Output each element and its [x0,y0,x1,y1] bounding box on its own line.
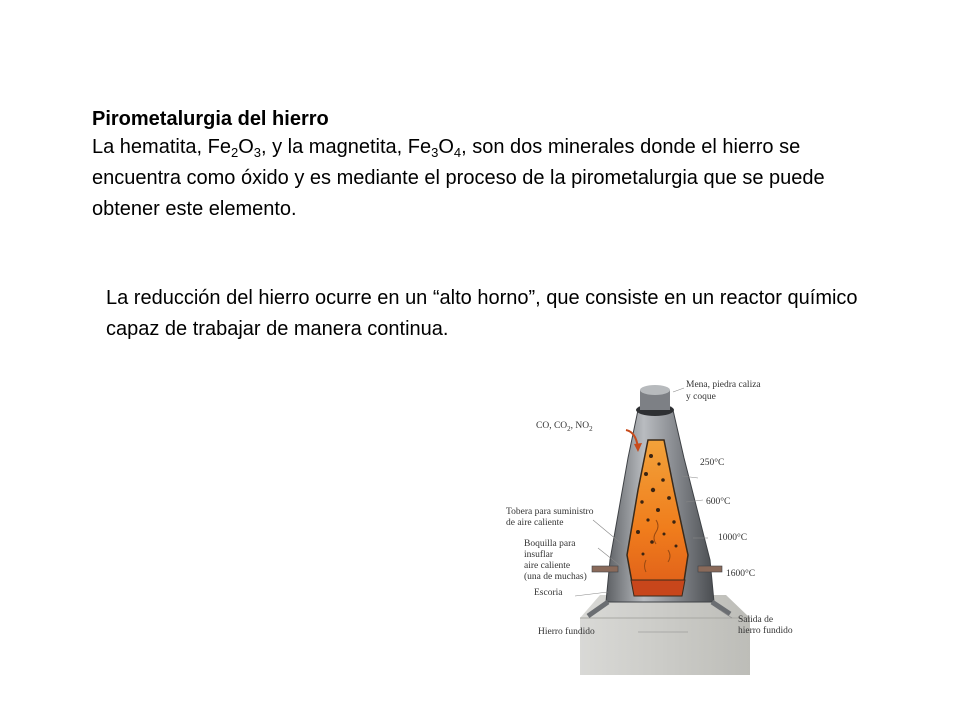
label-nozzle-line1: Boquilla para [524,539,576,549]
label-nozzle-line4: (una de muchas) [524,572,587,582]
molten-iron-pool [631,580,685,596]
heading: Pirometalurgia del hierro [92,108,329,130]
label-nozzle-line2: insuflar [524,550,554,560]
label-temp-600: 600°C [706,497,731,507]
label-gases: CO, $CO_2$, $NO_2$ [536,421,593,433]
label-outlet-line1: Salida de [738,615,774,625]
label-temp-1000: 1000°C [718,533,748,543]
air-nozzle-right [698,566,722,572]
label-ore-line1: Mena, piedra caliza [686,380,761,390]
reduction-paragraph: La reducción del hierro ocurre en un “alto horno”, que consiste en un reactor químico capaz de trabajar de manera continua. [106,287,858,340]
air-nozzle-left [592,566,618,572]
label-outlet-line2: hierro fundido [738,626,793,636]
furnace-base [580,595,750,675]
label-tuyere-line1: Tobera para suministro [506,507,594,517]
label-tuyere-line2: de aire caliente [506,518,564,528]
label-temp-250: 250°C [700,458,725,468]
label-temp-1600: 1600°C [726,569,756,579]
label-ore-line2: y coque [686,392,716,402]
label-nozzle-line3: aire caliente [524,561,571,571]
blast-furnace-diagram [488,370,818,675]
label-slag: Escoria [534,588,563,598]
label-molten-iron: Hierro fundido [538,627,595,637]
intro-paragraph: La hematita, $Fe_2O_3$, y la magnetita, $Fe_3O_4$, son dos minerales donde el hierro se encuentra como óxido y es mediante el proceso de la pirometalurgia que se puede obtener este elemento. [92,136,825,220]
